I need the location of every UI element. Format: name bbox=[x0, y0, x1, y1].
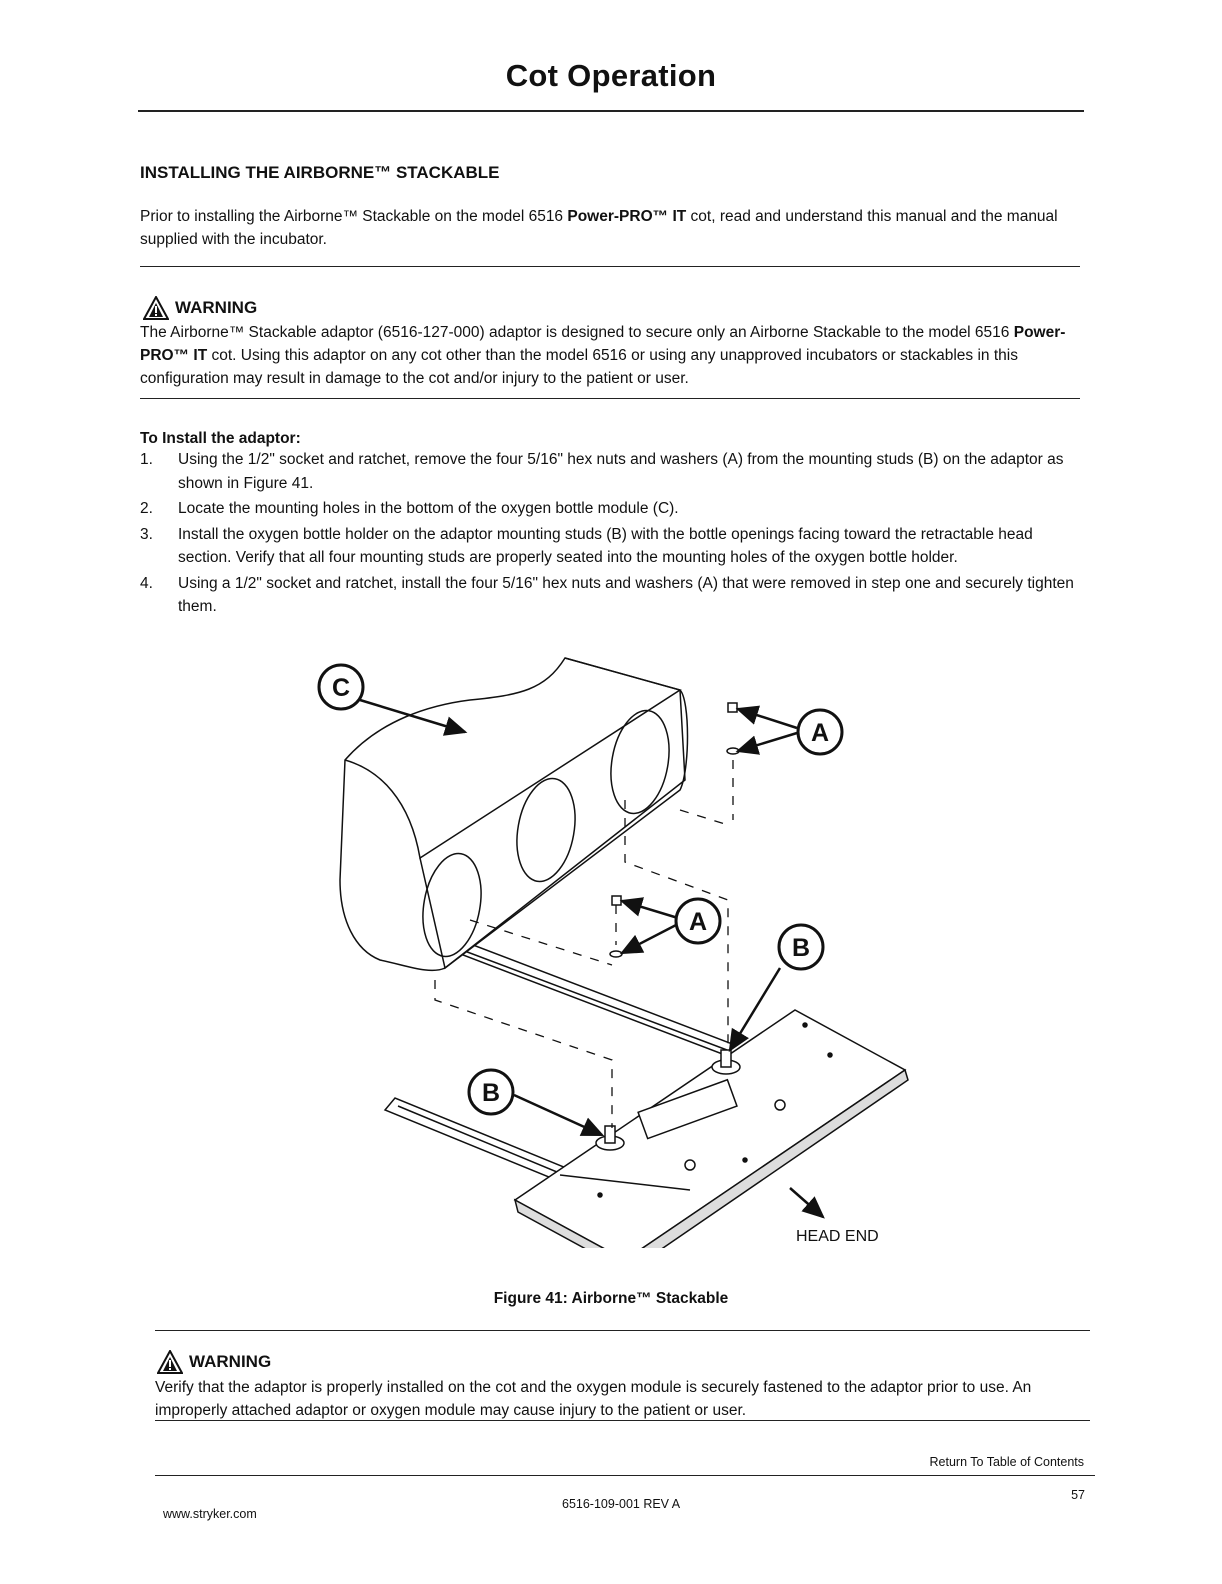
procedure-heading: To Install the adaptor: bbox=[140, 430, 301, 447]
callout-b-lower-label: B bbox=[481, 1079, 501, 1107]
footer-page-number: 57 bbox=[1071, 1488, 1085, 1502]
warning-triangle-icon bbox=[143, 296, 169, 320]
oxygen-module-c bbox=[340, 658, 688, 970]
hex-nut-a1 bbox=[728, 703, 737, 712]
warning-1-product-name: Power-PRO™ IT bbox=[140, 324, 1066, 364]
warning-2-header bbox=[157, 1350, 271, 1374]
procedure-step bbox=[140, 523, 1085, 570]
procedure-step bbox=[140, 448, 1085, 495]
intro-text-1: Prior to installing the Airborne™ Stackable on the model 6516 bbox=[140, 208, 568, 225]
intro-paragraph bbox=[140, 205, 1085, 251]
warning-1-text-2: cot. Using this adaptor on any cot other than the model 6516 or using any unapproved incubators or stackables in this configuration may result in damage to the cot and/or injury to the patient or user. bbox=[140, 347, 1018, 387]
hex-nut-a2 bbox=[612, 896, 621, 905]
adaptor-rail bbox=[450, 940, 735, 1055]
page-title: Cot Operation bbox=[505, 58, 717, 93]
warning-1-label: WARNING bbox=[175, 298, 258, 317]
intro-rule bbox=[140, 266, 1080, 267]
footer-doc-number: 6516-109-001 REV A bbox=[562, 1497, 681, 1511]
figure-41-illustration bbox=[300, 648, 940, 1248]
callout-a-upper-label: A bbox=[810, 719, 830, 747]
step-number: 1. bbox=[140, 451, 153, 468]
warning-2-label: WARNING bbox=[189, 1352, 272, 1371]
step-text: Using the 1/2" socket and ratchet, remove the four 5/16" hex nuts and washers (A) from the mounting studs (B) on the adaptor as shown in Figure 41. bbox=[178, 451, 1064, 492]
procedure-step bbox=[140, 497, 1085, 521]
warning-1-text-1: The Airborne™ Stackable adaptor (6516-127-000) adaptor is designed to secure only an Airborne Stackable to the model 6516 bbox=[140, 324, 1014, 341]
washer-a1 bbox=[727, 748, 739, 754]
intro-text-2: cot, read and understand this manual and the manual supplied with the incubator. bbox=[140, 208, 1058, 248]
step-number: 3. bbox=[140, 525, 153, 543]
washer-a2 bbox=[610, 951, 622, 957]
step-text: Install the oxygen bottle holder on the adaptor mounting studs (B) with the bottle openings facing toward the retractable head section. Verify that all four mounting studs are properly seated into the mounting holes of the oxygen bottle holder. bbox=[178, 525, 1033, 566]
procedure-steps bbox=[140, 448, 1085, 621]
step-number: 4. bbox=[140, 574, 153, 592]
section-heading: INSTALLING THE AIRBORNE™ STACKABLE bbox=[140, 163, 500, 182]
step-text: Using a 1/2" socket and ratchet, install the four 5/16" hex nuts and washers (A) that were removed in step one and securely tighten them. bbox=[178, 574, 1074, 615]
caption-rule bbox=[155, 1330, 1090, 1331]
callout-c-label: C bbox=[331, 674, 351, 702]
warning-2-text: Verify that the adaptor is properly installed on the cot and the oxygen module is securely fastened to the adaptor prior to use. An improperly attached adaptor or oxygen module may cause injury to the patient or user. bbox=[155, 1379, 1032, 1419]
footer-rule bbox=[155, 1475, 1095, 1476]
warning-triangle-icon bbox=[157, 1350, 183, 1374]
warning-1-text bbox=[140, 321, 1085, 390]
warning-1-rule bbox=[140, 398, 1080, 399]
footer-website: www.stryker.com bbox=[163, 1507, 257, 1521]
figure-caption: Figure 41: Airborne™ Stackable bbox=[493, 1290, 729, 1307]
intro-product-name: Power-PRO™ IT bbox=[567, 208, 687, 225]
title-rule bbox=[138, 110, 1084, 112]
callout-b-upper-label: B bbox=[791, 934, 811, 962]
warning-2-rule bbox=[155, 1420, 1090, 1421]
callout-a-lower-label: A bbox=[688, 908, 708, 936]
toc-link[interactable]: Return To Table of Contents bbox=[929, 1455, 1084, 1469]
step-text: Locate the mounting holes in the bottom of the oxygen bottle module (C). bbox=[178, 500, 679, 517]
procedure-step bbox=[140, 572, 1085, 619]
head-end-label: HEAD END bbox=[796, 1228, 879, 1245]
step-number: 2. bbox=[140, 500, 153, 517]
warning-1-header bbox=[143, 296, 257, 320]
